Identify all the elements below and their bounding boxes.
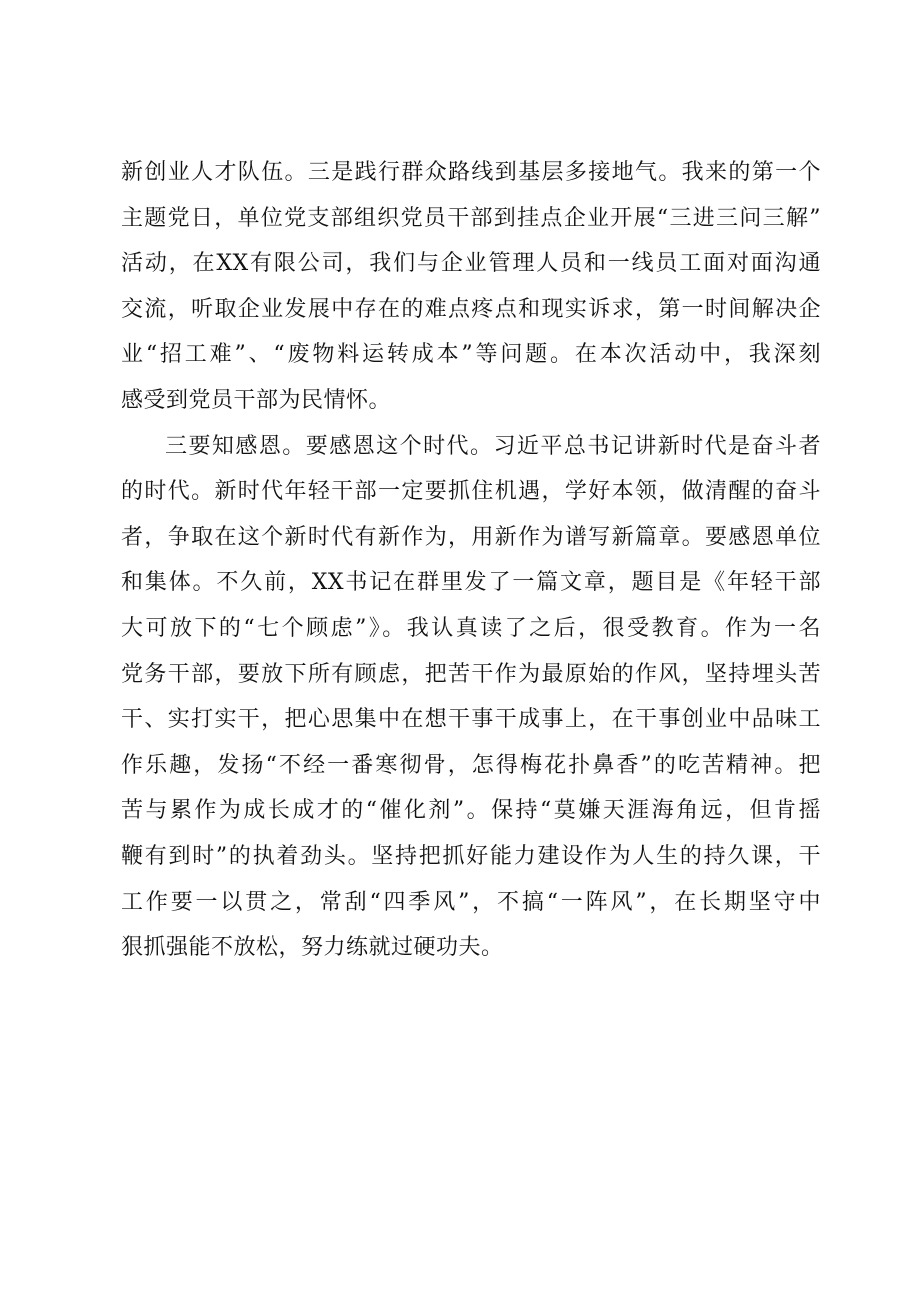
paragraph-continuation (121, 150, 821, 424)
paragraph-line: 新创业人才队伍。三是践行群众路线到基层多接地气。我来的第一个 (121, 160, 821, 185)
paragraph-line: 和集体。不久前，XX书记在群里发了一篇文章，题目是《年轻干部 (121, 570, 821, 596)
paragraph-line: 工作要一以贯之，常刮“四季风”，不搞“一阵风”，在长期坚守中 (121, 889, 821, 915)
paragraph-line: 大可放下的“七个顾虑”》。我认真读了之后，很受教育。作为一名 (121, 615, 821, 641)
paragraph-line: 主题党日，单位党支部组织党员干部到挂点企业开展“三进三问三解” (121, 205, 821, 231)
paragraph-line: 作乐趣，发扬“不经一番寒彻骨，怎得梅花扑鼻香”的吃苦精神。把 (121, 752, 821, 778)
paragraph-line: 党务干部，要放下所有顾虑，把苦干作为最原始的作风，坚持埋头苦 (121, 661, 821, 687)
paragraph-line: 狠抓强能不放松，努力练就过硬功夫。 (121, 935, 504, 961)
paragraph-line: 三要知感恩。要感恩这个时代。习近平总书记讲新时代是奋斗者 (165, 433, 821, 459)
paragraph-line: 者，争取在这个新时代有新作为，用新作为谱写新篇章。要感恩单位 (121, 524, 821, 550)
paragraph-line: 业“招工难”、“废物料运转成本”等问题。在本次活动中，我深刻 (121, 342, 821, 368)
paragraph-line: 感受到党员干部为民情怀。 (121, 387, 392, 413)
paragraph-line: 的时代。新时代年轻干部一定要抓住机遇，学好本领，做清醒的奋斗 (121, 479, 821, 505)
paragraph-line: 苦与累作为成长成才的“催化剂”。保持“莫嫌天涯海角远，但肯摇 (121, 798, 821, 824)
paragraph-line: 干、实打实干，把心思集中在想干事干成事上，在干事创业中品味工 (121, 707, 821, 733)
document-body (121, 150, 821, 971)
paragraph-line: 活动，在XX有限公司，我们与企业管理人员和一线员工面对面沟通 (121, 251, 821, 277)
paragraph-line: 交流，听取企业发展中存在的难点疼点和现实诉求，第一时间解决企 (121, 296, 821, 322)
paragraph-gratitude (121, 424, 821, 971)
paragraph-line: 鞭有到时”的执着劲头。坚持把抓好能力建设作为人生的持久课，干 (121, 843, 821, 869)
